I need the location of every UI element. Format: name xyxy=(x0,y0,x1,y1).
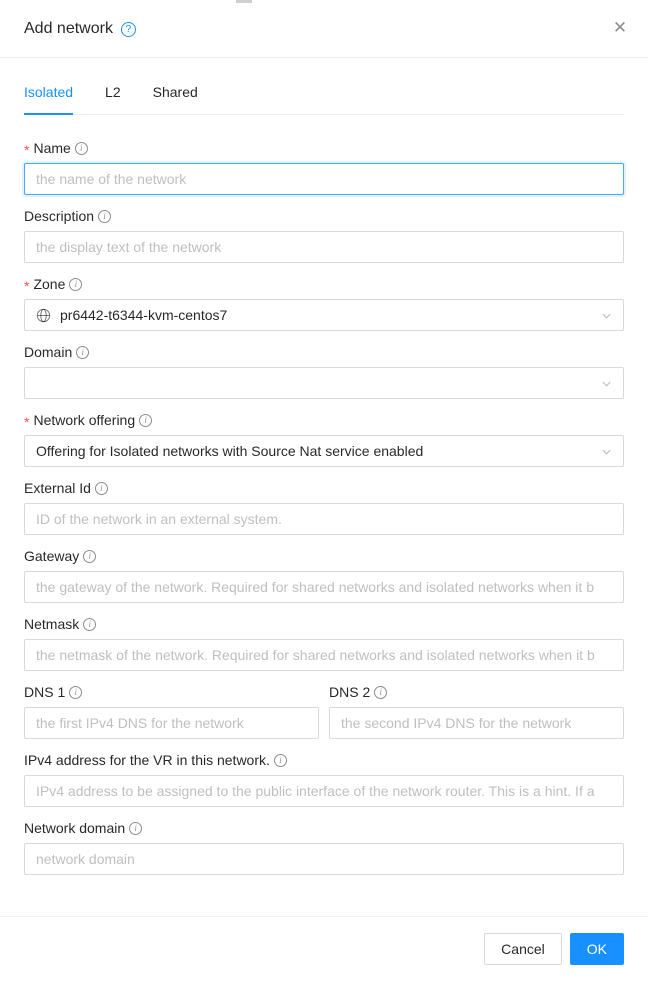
dns2-input[interactable] xyxy=(329,707,624,739)
dialog-body xyxy=(0,58,648,916)
netmask-input[interactable] xyxy=(24,639,624,671)
field-label-external-id xyxy=(24,477,624,499)
info-icon[interactable]: i xyxy=(274,754,287,767)
required-marker: * xyxy=(24,142,30,158)
label-text-netmask: Netmask xyxy=(24,616,80,632)
info-icon[interactable]: i xyxy=(83,550,96,563)
external-id-input[interactable] xyxy=(24,503,624,535)
label-text-external-id: External Id xyxy=(24,480,91,496)
field-vr-ipv4 xyxy=(24,749,624,807)
label-text-gateway: Gateway xyxy=(24,548,80,564)
field-dns1 xyxy=(24,681,319,739)
tab-l2[interactable]: L2 xyxy=(105,84,121,100)
chevron-down-icon xyxy=(600,445,612,457)
dns1-input[interactable] xyxy=(24,707,319,739)
info-icon[interactable]: i xyxy=(76,346,89,359)
info-icon[interactable]: i xyxy=(139,414,152,427)
info-icon[interactable]: i xyxy=(95,482,108,495)
close-icon[interactable]: ✕ xyxy=(609,17,631,39)
domain-select[interactable] xyxy=(24,367,624,399)
info-icon[interactable]: i xyxy=(69,686,82,699)
field-label-description xyxy=(24,205,624,227)
field-label-zone xyxy=(24,273,624,295)
chevron-down-icon xyxy=(600,377,612,389)
field-domain xyxy=(24,341,624,399)
network-type-tabs xyxy=(24,70,624,115)
ok-button[interactable]: OK xyxy=(570,933,624,965)
field-network-offering xyxy=(24,409,624,467)
field-label-network-offering xyxy=(24,409,624,431)
cancel-button[interactable]: Cancel xyxy=(484,933,562,965)
info-icon[interactable]: i xyxy=(69,278,82,291)
field-external-id xyxy=(24,477,624,535)
description-input[interactable] xyxy=(24,231,624,263)
field-label-name xyxy=(24,137,624,159)
label-text-description: Description xyxy=(24,208,95,224)
label-text-zone: Zone xyxy=(33,276,66,292)
label-text-dns2: DNS 2 xyxy=(329,684,371,700)
dialog-footer xyxy=(0,916,648,981)
page-title: Add network xyxy=(24,19,113,37)
question-circle-icon[interactable]: ? xyxy=(121,22,136,37)
gateway-input[interactable] xyxy=(24,571,624,603)
info-icon[interactable]: i xyxy=(83,618,96,631)
required-marker: * xyxy=(24,278,30,294)
tab-shared[interactable]: Shared xyxy=(152,84,198,100)
info-icon[interactable]: i xyxy=(75,142,88,155)
tab-isolated[interactable]: Isolated xyxy=(24,70,73,114)
field-label-vr-ipv4 xyxy=(24,749,624,771)
info-icon[interactable]: i xyxy=(374,686,387,699)
field-network-domain xyxy=(24,817,624,875)
field-name xyxy=(24,137,624,195)
field-label-dns2 xyxy=(329,681,624,703)
label-text-network-offering: Network offering xyxy=(33,412,136,428)
name-input[interactable] xyxy=(24,163,624,195)
chevron-down-icon xyxy=(600,309,612,321)
field-zone xyxy=(24,273,624,331)
zone-select-value: pr6442-t6344-kvm-centos7 xyxy=(60,307,228,323)
field-label-domain xyxy=(24,341,624,363)
field-label-gateway xyxy=(24,545,624,567)
label-text-network-domain: Network domain xyxy=(24,820,126,836)
field-gateway xyxy=(24,545,624,603)
network-domain-input[interactable] xyxy=(24,843,624,875)
dialog-header xyxy=(0,0,648,58)
field-label-network-domain xyxy=(24,817,624,839)
network-offering-select[interactable] xyxy=(24,435,624,467)
label-text-domain: Domain xyxy=(24,344,73,360)
field-netmask xyxy=(24,613,624,671)
zone-select[interactable] xyxy=(24,299,624,331)
required-marker: * xyxy=(24,414,30,430)
field-description xyxy=(24,205,624,263)
network-offering-select-value: Offering for Isolated networks with Source Nat service enabled xyxy=(36,443,424,459)
vr-ipv4-input[interactable] xyxy=(24,775,624,807)
label-text-dns1: DNS 1 xyxy=(24,684,66,700)
field-label-netmask xyxy=(24,613,624,635)
dns-row xyxy=(24,681,624,749)
field-dns2 xyxy=(329,681,624,739)
globe-icon xyxy=(36,308,51,323)
label-text-vr-ipv4: IPv4 address for the VR in this network. xyxy=(24,752,270,768)
label-text-name: Name xyxy=(33,140,71,156)
info-icon[interactable]: i xyxy=(98,210,111,223)
field-label-dns1 xyxy=(24,681,319,703)
info-icon[interactable]: i xyxy=(129,822,142,835)
